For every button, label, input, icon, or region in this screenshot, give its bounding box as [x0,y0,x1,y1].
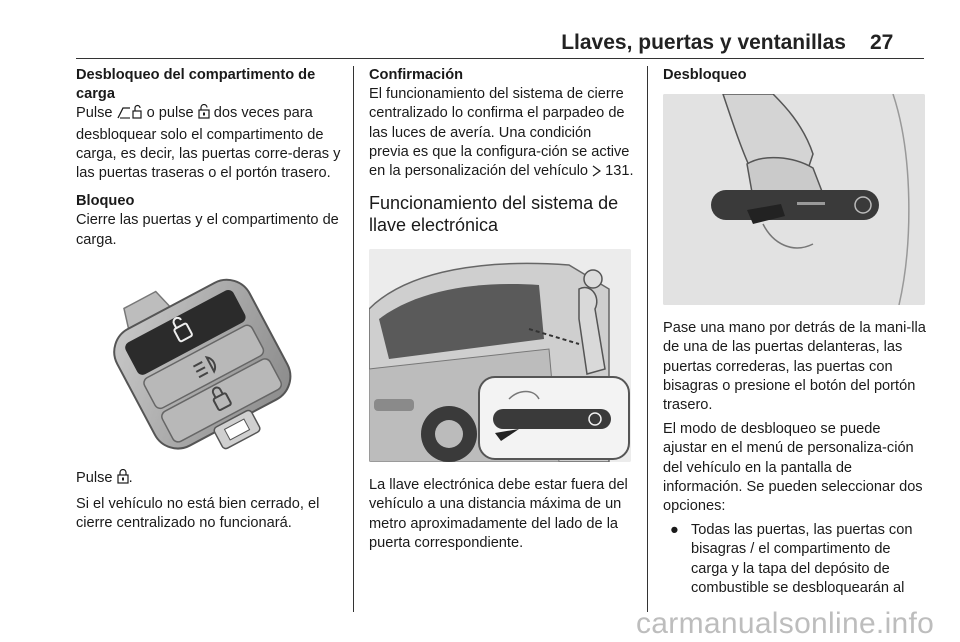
bullet-text: Todas las puertas, las puertas con bisagras / el compartimento de carga y la tapa del depósito de combustible se desbloquearán al [691,522,913,596]
door-handle-figure [663,94,925,305]
paragraph-unlock-cargo [76,104,342,183]
heading-confirmation: Confirmación [369,67,464,83]
watermark: carmanualsonline.info [636,607,935,640]
page-reference-arrow-icon [592,164,601,183]
paragraph-warning: Si el vehículo no está bien cerrado, el cierre centralizado no funcionará. [76,496,320,532]
keyless-figure [369,249,631,462]
bullet-dot: ● [670,522,679,539]
list-item [663,521,927,598]
text-fragment: o pulse [142,105,198,122]
heading-keyless: Funcionamiento del sistema de llave electrónica [369,193,619,236]
paragraph-lock: Cierre las puertas y el compartimento de carga. [76,212,339,248]
column-middle [369,66,635,553]
heading-unlock-cargo: Desbloqueo del compartimento de carga [76,67,316,103]
heading-unlocking: Desbloqueo [663,67,747,83]
text-fragment: . [128,469,133,486]
key-fob-figure [100,273,320,453]
paragraph-unlock-mode: El modo de desbloqueo se puede ajustar en el menú de personaliza-ción del vehículo en la pantalla de información. Se pueden seleccionar dos opciones: [663,421,923,515]
heading-lock: Bloqueo [76,193,135,210]
text-fragment: Pulse [76,469,117,486]
page-number: 27 [870,31,894,54]
column-left [76,66,342,533]
section-title: Llaves, puertas y ventanillas [561,31,846,54]
paragraph-keyless: La llave electrónica debe estar fuera del vehículo a una distancia máxima de un metro aproximadamente del lado de la puerta correspondiente. [369,477,628,551]
paragraph-unlock-instruction: Pase una mano por detrás de la mani-lla de una de las puertas delanteras, las puertas correderas, las puertas con bisagras o presione el botón del portón trasero. [663,320,926,414]
column-divider-left [353,66,354,612]
paragraph-confirmation [369,85,635,183]
text-fragment: El funcionamiento del sistema de cierre centralizado lo confirma el parpadeo de las luces de avería. Una condición previa es que la configura-ción se active en la personalización del vehículo [369,86,630,180]
text-fragment: Pulse [76,105,117,122]
cargo-door-unlock-icon [117,104,143,125]
column-right [663,66,927,598]
page-reference[interactable]: 131 [605,163,630,180]
padlock-closed-icon [117,469,129,490]
paragraph-press-lock [76,469,342,490]
padlock-open-icon [198,104,210,125]
text-fragment: dos veces para desbloquear solo el compartimento de carga, es decir, las puertas corre-deras y las puertas traseras o el portón trasero. [76,105,341,182]
text-fragment: . [629,163,634,180]
header-divider [76,58,924,59]
column-divider-right [647,66,648,612]
